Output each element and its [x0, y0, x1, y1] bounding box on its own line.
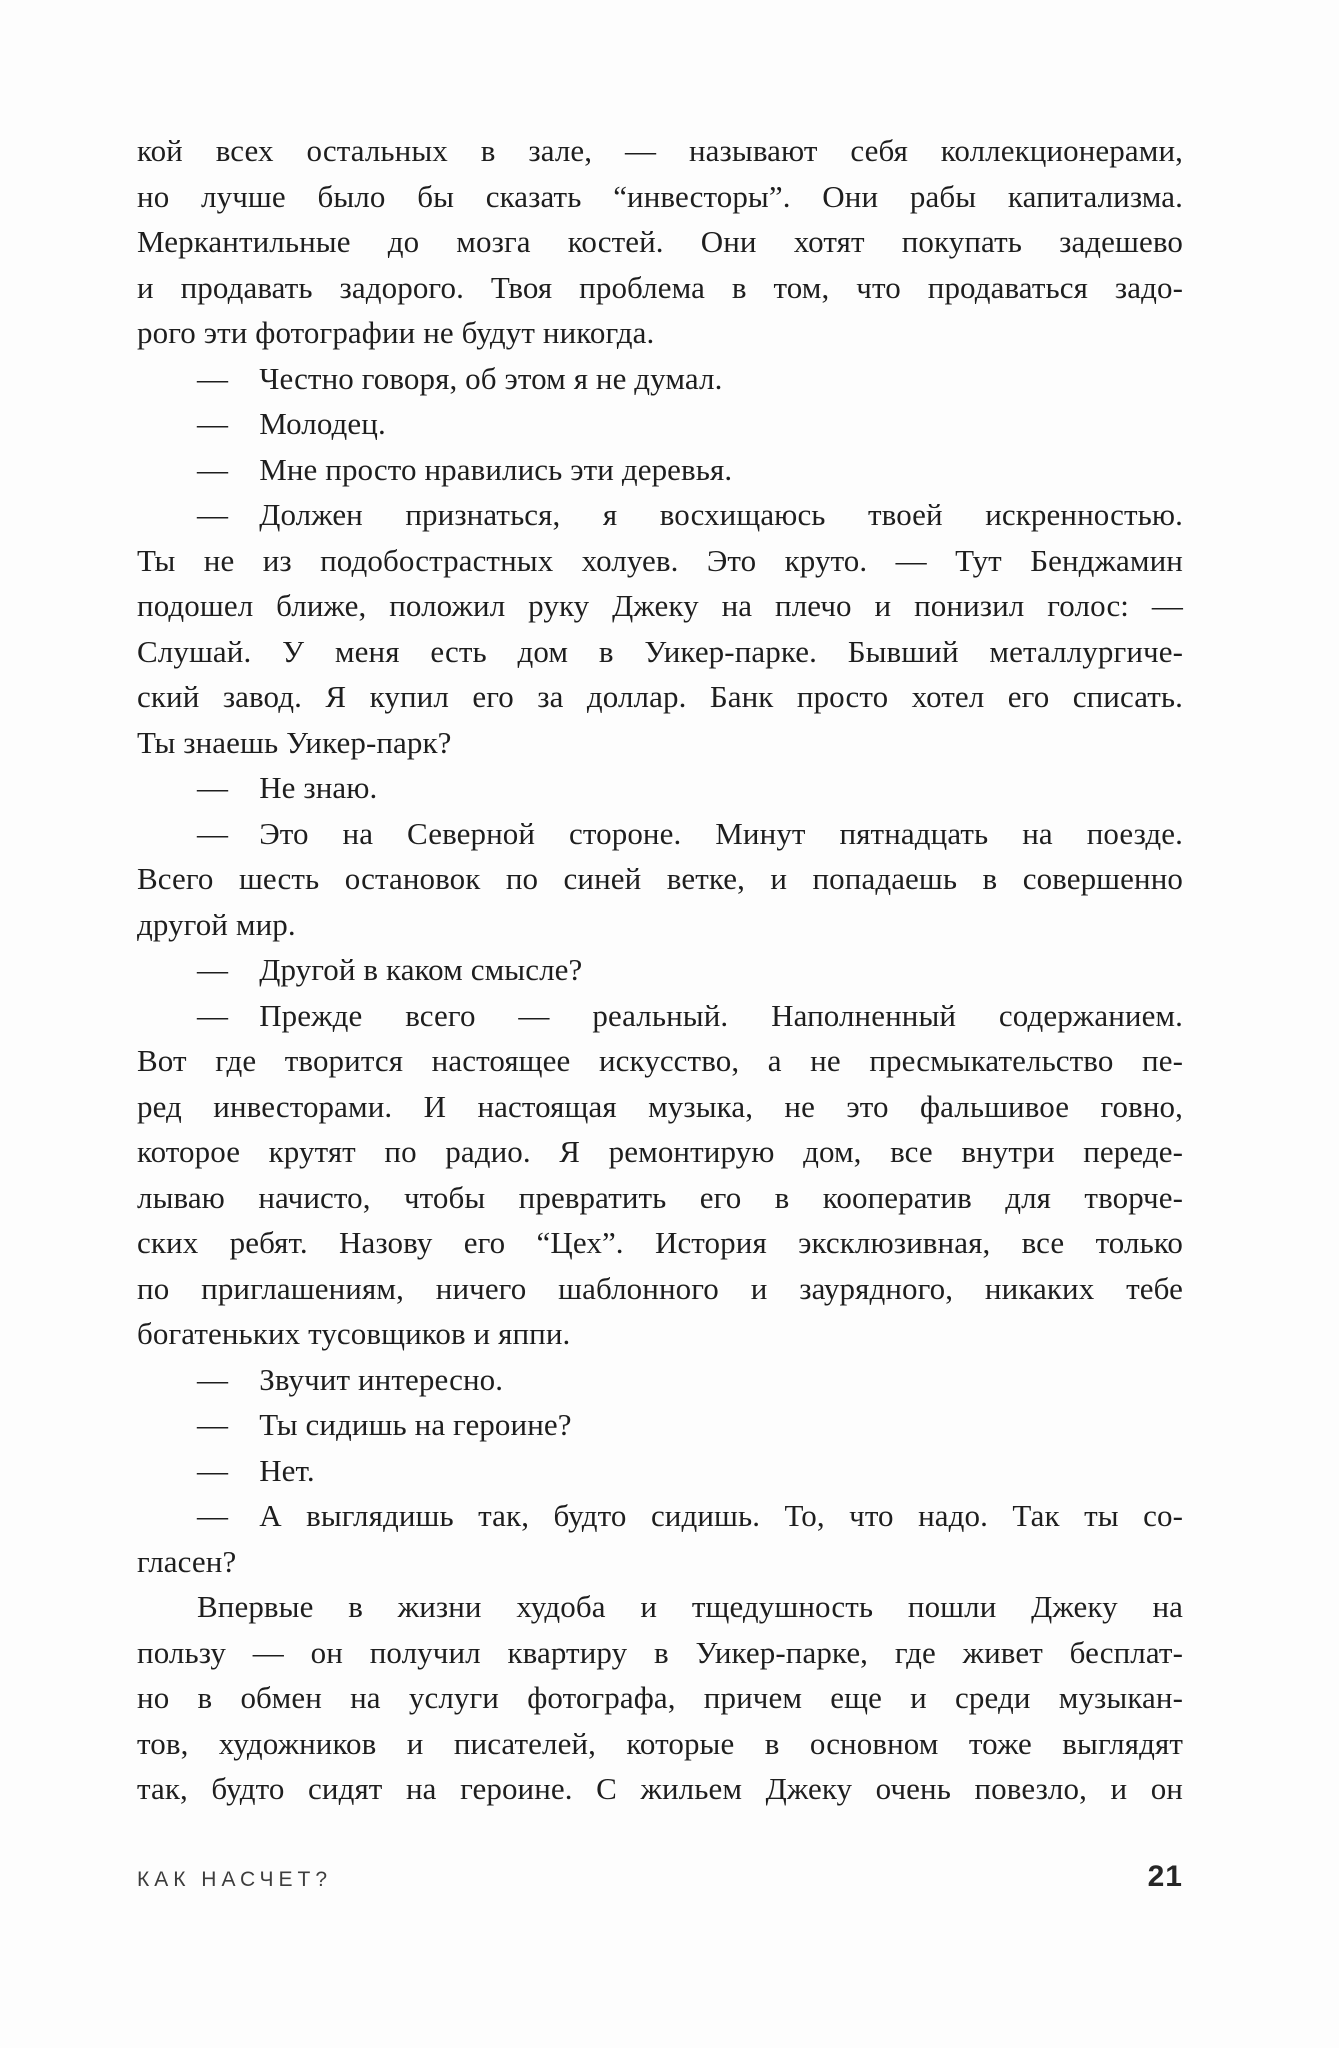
text-line: — Мне просто нравились эти деревья. — [197, 451, 733, 487]
text-line: — Должен признаться, я восхищаюсь твоей искренностью. — [197, 497, 1183, 532]
text-line: рого эти фотографии не будут никогда. — [137, 315, 655, 350]
text-line: богатеньких тусовщиков и яппи. — [137, 1316, 571, 1351]
paragraph — [137, 447, 1183, 493]
text-line: — А выглядишь так, будто сидишь. То, что надо. Так ты со- — [197, 1498, 1183, 1533]
text-line: пользу — он получил квартиру в Уикер-парке, где живет бесплат- — [137, 1634, 1183, 1670]
paragraph — [137, 1357, 1183, 1403]
text-line: ред инвесторами. И настоящая музыка, не это фальшивое говно, — [137, 1088, 1183, 1124]
text-line: Впервые в жизни худоба и тщедушность пошли Джеку на — [197, 1589, 1183, 1624]
paragraph — [137, 401, 1183, 447]
text-line: — Честно говоря, об этом я не думал. — [197, 360, 723, 396]
text-line: — Это на Северной стороне. Минут пятнадцать на поезде. — [197, 815, 1183, 851]
text-line: — Другой в каком смысле? — [197, 952, 583, 987]
text-line: другой мир. — [137, 906, 296, 942]
text-line: Вот где творится настоящее искусство, а не пресмыкательство пе- — [137, 1043, 1183, 1078]
text-line: тов, художников и писателей, которые в основном тоже выглядят — [137, 1725, 1183, 1761]
paragraph — [137, 356, 1183, 402]
text-line: — Прежде всего — реальный. Наполненный содержанием. — [197, 997, 1183, 1033]
text-line: ских ребят. Назову его “Цех”. История эксклюзивная, все только — [137, 1225, 1183, 1260]
text-line: — Ты сидишь на героине? — [197, 1407, 572, 1442]
text-line: гласен? — [137, 1543, 237, 1579]
text-line: которое крутят по радио. Я ремонтирую дом, все внутри переде- — [137, 1134, 1183, 1169]
text-line: — Не знаю. — [197, 770, 378, 805]
text-line: но в обмен на услуги фотографа, причем еще и среди музыкан- — [137, 1680, 1183, 1715]
paragraph — [137, 765, 1183, 811]
paragraph — [137, 128, 1183, 356]
paragraph — [137, 1402, 1183, 1448]
text-line: ский завод. Я купил его за доллар. Банк просто хотел его списать. — [137, 679, 1183, 714]
text-line: так, будто сидят на героине. С жильем Джеку очень повезло, и он — [137, 1771, 1183, 1806]
text-line: Меркантильные до мозга костей. Они хотят покупать задешево — [137, 224, 1183, 259]
text-line: — Нет. — [197, 1452, 315, 1488]
text-line: но лучше было бы сказать “инвесторы”. Они рабы капитализма. — [137, 178, 1183, 214]
paragraph — [137, 811, 1183, 948]
text-line: подошел ближе, положил руку Джеку на плечо и понизил голос: — — [137, 588, 1183, 623]
text-line: Ты не из подобострастных холуев. Это круто. — Тут Бенджамин — [137, 542, 1183, 578]
text-line: лываю начисто, чтобы превратить его в кооператив для творче- — [137, 1179, 1183, 1215]
running-title: КАК НАСЧЕТ? — [137, 1868, 332, 1891]
paragraph — [137, 492, 1183, 765]
text-line: по приглашениям, ничего шаблонного и заурядного, никаких тебе — [137, 1270, 1183, 1306]
text-line: — Молодец. — [197, 406, 386, 441]
book-page-text — [137, 128, 1183, 1812]
paragraph — [137, 1493, 1183, 1584]
text-line: Слушай. У меня есть дом в Уикер-парке. Бывший металлургиче- — [137, 633, 1183, 669]
text-line: кой всех остальных в зале, — называют себя коллекционерами, — [137, 133, 1183, 168]
paragraph — [137, 947, 1183, 993]
text-line: Ты знаешь Уикер-парк? — [137, 724, 452, 760]
paragraph — [137, 993, 1183, 1357]
page-number: 21 — [1147, 1860, 1183, 1893]
text-line: и продавать задорого. Твоя проблема в том, что продаваться задо- — [137, 269, 1183, 305]
paragraph — [137, 1584, 1183, 1812]
paragraph — [137, 1448, 1183, 1494]
text-line: Всего шесть остановок по синей ветке, и попадаешь в совершенно — [137, 861, 1183, 896]
page-footer — [137, 1862, 1183, 1895]
text-line: — Звучит интересно. — [197, 1361, 504, 1397]
